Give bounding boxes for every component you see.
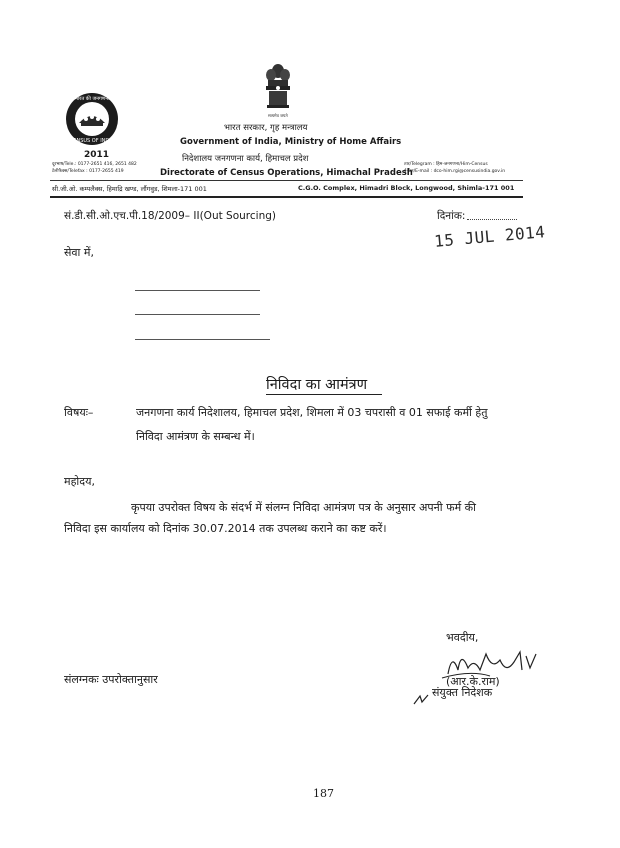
subject-line-2: निविदा आमंत्रण के सम्बन्ध में।: [136, 430, 255, 443]
greeting: महोदय,: [64, 475, 95, 488]
addressee-blank-line-2: [135, 314, 260, 315]
signatory-name: (आर.के.राम): [446, 675, 500, 688]
directorate-name-english: Directorate of Census Operations, Himachal Pradesh: [160, 168, 413, 178]
census-logo: [65, 92, 119, 146]
svg-text:CENSUS OF INDIA: CENSUS OF INDIA: [69, 138, 115, 144]
email-address: ई-मेल/E-mail : dco-him.rgi@censusindia.gov.in: [404, 169, 506, 174]
body-line-2: निविदा इस कार्यालय को दिनांक 30.07.2014 तक उपलब्ध कराने का कष्ट करें।: [64, 522, 387, 535]
date-label: दिनांक:: [437, 210, 466, 222]
subject-label: विषयः–: [64, 406, 94, 419]
svg-text:भारत की जनगणना: भारत की जनगणना: [74, 96, 110, 102]
letter-title: निविदा का आमंत्रण: [266, 377, 368, 393]
telephone-number: दूरभाष/Tele.: 0177-2651 416, 2651 482: [52, 162, 137, 167]
header-divider-top: [50, 180, 523, 181]
closing: भवदीय,: [446, 631, 479, 644]
title-underline: [266, 394, 382, 395]
initial-mark: [412, 692, 434, 706]
date-blank-line: [467, 219, 517, 220]
page-number: 187: [313, 787, 334, 800]
directorate-name-hindi: निदेशालय जनगणना कार्य, हिमाचल प्रदेश: [182, 154, 309, 164]
telegram-email-block: [404, 161, 505, 175]
ministry-name-english: Government of India, Ministry of Home Affairs: [180, 137, 402, 147]
census-year: 2011: [84, 150, 110, 160]
ministry-name-hindi: भारत सरकार, गृह मन्त्रालय: [224, 123, 308, 133]
telegram-address: तार/Telegram : हिम-जनगणना/Him-Census: [404, 162, 488, 167]
body-line-1: कृपया उपरोक्त विषय के संदर्भ में संलग्न निविदा आमंत्रण पत्र के अनुसार अपनी फर्म की: [131, 501, 476, 514]
addressee-blank-line-1: [135, 290, 260, 291]
address-english: C.G.O. Complex, Himadri Block, Longwood, Shimla-171 001: [298, 184, 515, 192]
enclosure-note: संलग्नकः उपरोक्तानुसार: [64, 673, 158, 686]
reference-number: सं.डी.सी.ओ.एच.पी.18/2009– II(Out Sourcing): [64, 210, 276, 222]
signatory-designation: संयुक्त निदेशक: [432, 686, 493, 699]
header-divider-bottom: [50, 196, 523, 198]
telefax-number: टेलीफैक्स/Telefax : 0177-2655 419: [52, 169, 124, 174]
national-emblem-icon: [262, 62, 294, 110]
subject-line-1: जनगणना कार्य निदेशालय, हिमाचल प्रदेश, शिमला में 03 चपरासी व 01 सफाई कर्मी हेतु: [136, 406, 488, 419]
telephone-block: [52, 161, 137, 175]
date-stamp: 15 JUL 2014: [433, 222, 547, 251]
emblem-motto: सत्यमेव जयते: [268, 113, 288, 118]
address-hindi: सी.जी.ओ. कम्पलैक्स, हिमाद्रि खण्ड, लौंगवुड, शिमला-171 001: [52, 185, 207, 193]
addressee-blank-line-3: [135, 339, 270, 340]
salutation-to: सेवा में,: [64, 246, 94, 259]
